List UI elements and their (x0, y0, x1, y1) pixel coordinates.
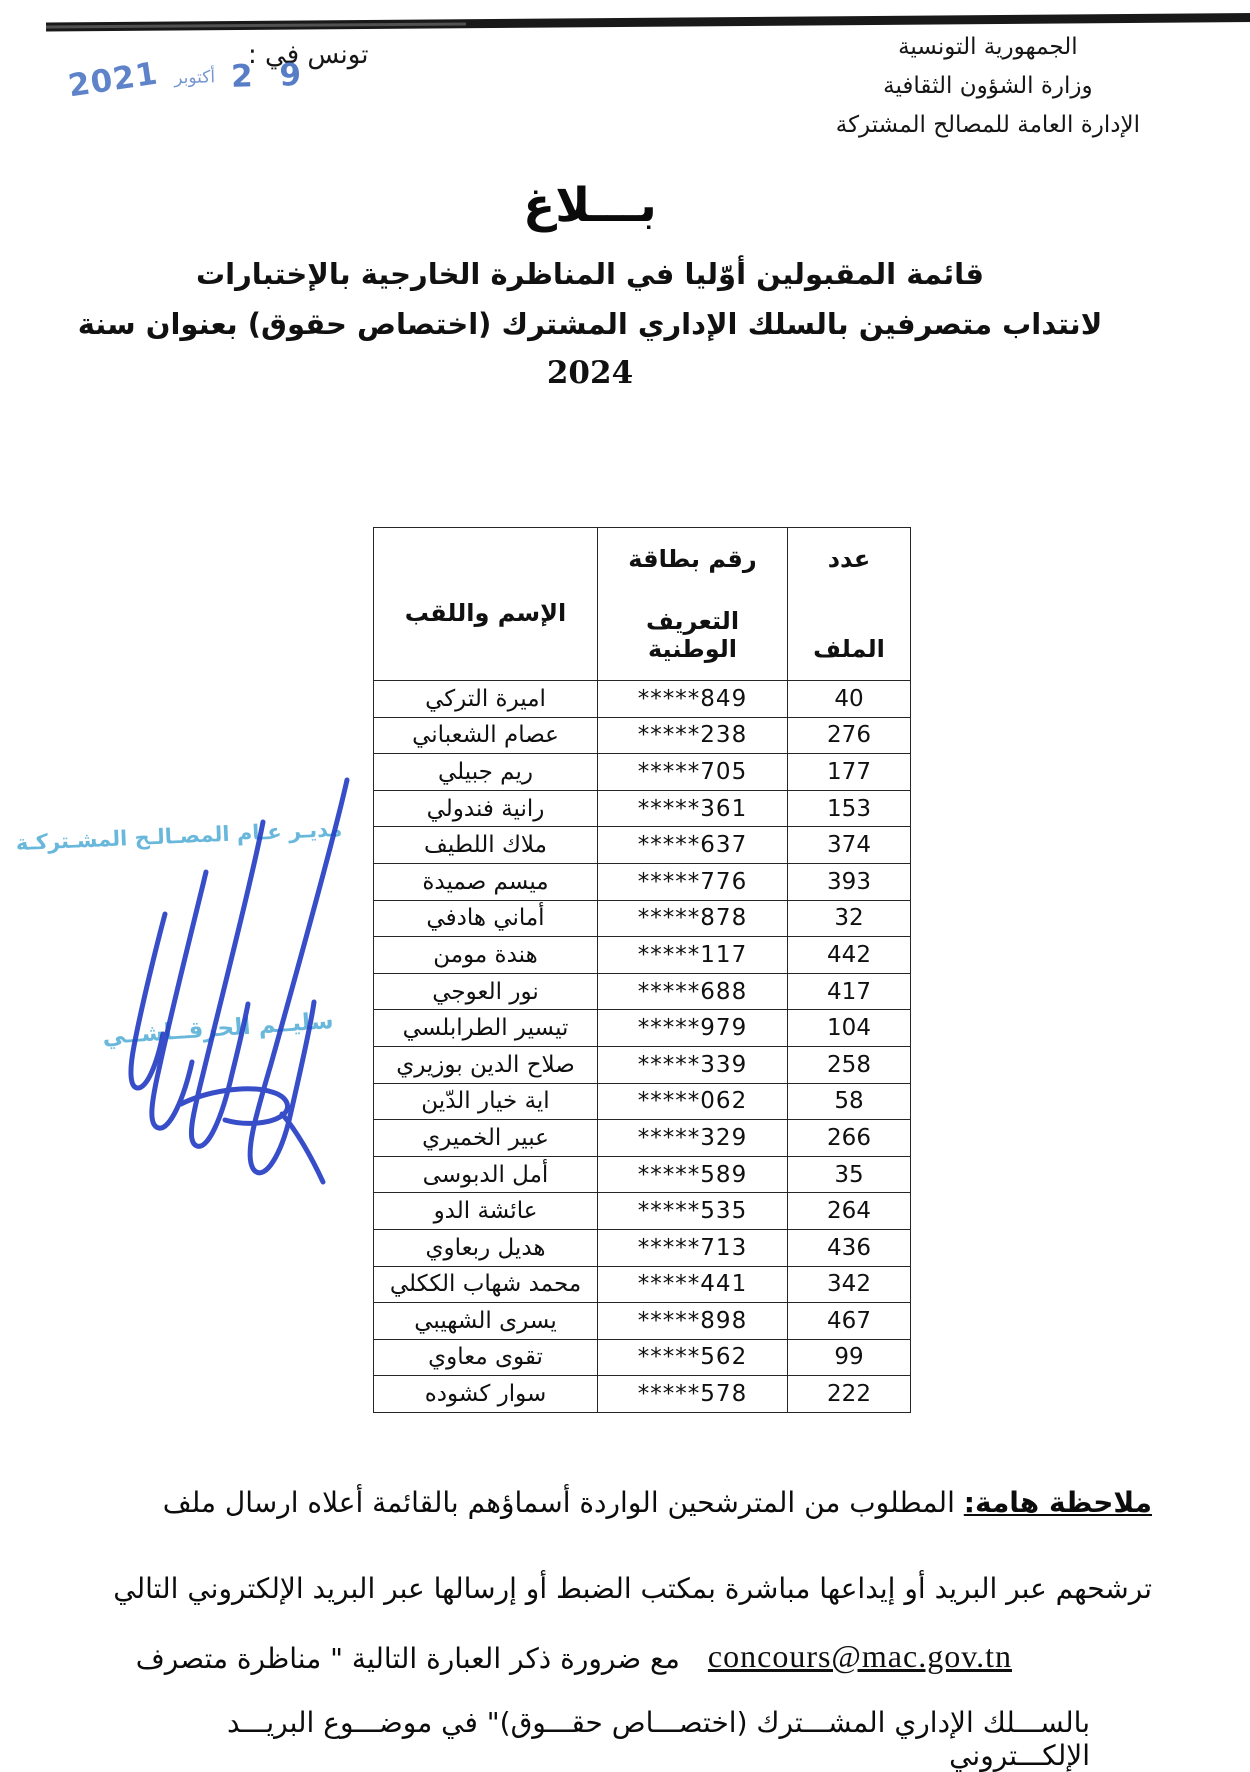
candidate-name-cell: نور العوجي (374, 973, 598, 1010)
date-stamp (65, 55, 310, 105)
subtitle-line1: قائمة المقبولين أوّليا في المناظرة الخارجية بالإختبارات (196, 257, 984, 291)
candidate-name-cell: اية خيار الدّين (374, 1083, 598, 1120)
id-number-cell: *****562 (598, 1339, 788, 1376)
file-count-header-top: عدد (827, 545, 871, 573)
id-number-cell: *****878 (598, 900, 788, 937)
id-number-cell: *****339 (598, 1046, 788, 1083)
id-number-cell: *****578 (598, 1376, 788, 1413)
place-date-label: تونس في : (248, 40, 369, 70)
file-number-cell: 374 (788, 827, 911, 864)
table-row (374, 863, 911, 900)
official-stamp-title: مديـر عـام المصـالـح المشـتركـة (15, 816, 343, 856)
id-number-cell: *****441 (598, 1266, 788, 1303)
table-row (374, 1120, 911, 1157)
id-number-cell: *****776 (598, 863, 788, 900)
candidate-name-cell: تقوى معاوي (374, 1339, 598, 1376)
file-number-cell: 467 (788, 1303, 911, 1340)
candidate-name-cell: ريم جبيلي (374, 754, 598, 791)
table-row (374, 973, 911, 1010)
contact-email: concours@mac.gov.tn (707, 1638, 1012, 1674)
file-number-cell: 442 (788, 937, 911, 974)
name-header: الإسم واللقب (374, 528, 598, 681)
ministry-line: وزارة الشؤون الثقافية (883, 73, 1093, 99)
id-number-cell: *****062 (598, 1083, 788, 1120)
table-row (374, 900, 911, 937)
table-row (374, 937, 911, 974)
candidates-tbody (374, 681, 911, 1413)
file-number-cell: 58 (788, 1083, 911, 1120)
candidate-name-cell: اميرة التركي (374, 681, 598, 718)
file-number-cell: 393 (788, 863, 911, 900)
stamp-year: 2021 (65, 55, 161, 105)
note-line-2: ترشحهم عبر البريد أو إيداعها مباشرة بمكتب الضبط أو إرسالها عبر البريد الإلكتروني التالي (113, 1572, 1152, 1605)
table-row (374, 827, 911, 864)
table-row (374, 1266, 911, 1303)
table-row (374, 1156, 911, 1193)
file-number-cell: 177 (788, 754, 911, 791)
subtitle-line2: لانتداب متصرفين بالسلك الإداري المشترك (اختصاص حقوق) بعنوان سنة (77, 307, 1103, 341)
candidates-table (373, 527, 911, 1413)
id-number-cell: *****535 (598, 1193, 788, 1230)
republic-line: الجمهورية التونسية (898, 34, 1078, 60)
table-row (374, 1010, 911, 1047)
candidate-name-cell: تيسير الطرابلسي (374, 1010, 598, 1047)
candidate-name-cell: سوار كشوده (374, 1376, 598, 1413)
file-number-cell: 258 (788, 1046, 911, 1083)
official-stamp-name: سليــم الحرقــاشــي (101, 1007, 335, 1051)
id-number-cell: *****238 (598, 717, 788, 754)
file-number-cell: 264 (788, 1193, 911, 1230)
table-row (374, 754, 911, 791)
candidate-name-cell: أماني هادفي (374, 900, 598, 937)
candidate-name-cell: هديل ربعاوي (374, 1229, 598, 1266)
file-number-cell: 104 (788, 1010, 911, 1047)
candidate-name-cell: أمل الدبوسى (374, 1156, 598, 1193)
document-title: بـــلاغ (523, 178, 657, 233)
id-number-cell: *****705 (598, 754, 788, 791)
stamp-month: أكتوبر (174, 67, 216, 89)
table-row (374, 1193, 911, 1230)
title-block (0, 178, 1180, 391)
table-row (374, 681, 911, 718)
file-number-cell: 222 (788, 1376, 911, 1413)
file-count-header-bottom: الملف (813, 635, 885, 663)
table-row (374, 1376, 911, 1413)
note-line-3-text: مع ضرورة ذكر العبارة التالية " مناظرة متصرف (135, 1642, 680, 1675)
candidate-name-cell: صلاح الدين بوزيري (374, 1046, 598, 1083)
file-count-header (788, 528, 911, 681)
table-row (374, 717, 911, 754)
id-header-bottom: التعريف الوطنية (645, 607, 740, 663)
candidate-name-cell: يسرى الشهيبي (374, 1303, 598, 1340)
candidate-name-cell: محمد شهاب الككلي (374, 1266, 598, 1303)
letterhead (836, 28, 1140, 145)
id-number-cell: *****589 (598, 1156, 788, 1193)
note-line-3 (110, 1638, 1152, 1675)
note-line-1 (120, 1486, 1152, 1519)
id-number-cell: *****329 (598, 1120, 788, 1157)
note-line-4: بالســـلك الإداري المشـــترك (اختصـــاص حقـــوق)" في موضـــوع البريـــد الإلكـــتروني (227, 1706, 1090, 1772)
candidate-name-cell: ميسم صميدة (374, 863, 598, 900)
file-number-cell: 35 (788, 1156, 911, 1193)
file-number-cell: 342 (788, 1266, 911, 1303)
note-line-1-text: المطلوب من المترشحين الواردة أسماؤهم بالقائمة أعلاه ارسال ملف (162, 1486, 964, 1519)
candidate-name-cell: رانية فندولي (374, 790, 598, 827)
file-number-cell: 266 (788, 1120, 911, 1157)
file-number-cell: 99 (788, 1339, 911, 1376)
id-number-cell: *****898 (598, 1303, 788, 1340)
file-number-cell: 153 (788, 790, 911, 827)
file-number-cell: 436 (788, 1229, 911, 1266)
id-number-cell: *****688 (598, 973, 788, 1010)
file-number-cell: 32 (788, 900, 911, 937)
file-number-cell: 417 (788, 973, 911, 1010)
table-row (374, 1229, 911, 1266)
subtitle-year: 2024 (546, 355, 634, 391)
id-header-top: رقم بطاقة (628, 545, 757, 573)
stamp-day: 2 9 (230, 56, 310, 95)
id-number-cell: *****979 (598, 1010, 788, 1047)
id-number-cell: *****361 (598, 790, 788, 827)
signature-scribble (85, 772, 385, 1202)
file-number-cell: 276 (788, 717, 911, 754)
file-number-cell: 40 (788, 681, 911, 718)
administration-line: الإدارة العامة للمصالح المشتركة (835, 112, 1140, 138)
table-row (374, 1046, 911, 1083)
id-number-cell: *****117 (598, 937, 788, 974)
candidate-name-cell: عصام الشعباني (374, 717, 598, 754)
candidate-name-cell: هندة مومن (374, 937, 598, 974)
id-number-cell: *****637 (598, 827, 788, 864)
id-number-cell: *****849 (598, 681, 788, 718)
candidate-name-cell: ملاك اللطيف (374, 827, 598, 864)
table-header-row (374, 528, 911, 681)
note-important-label: ملاحظة هامة: (963, 1486, 1152, 1519)
table-row (374, 1303, 911, 1340)
table-row (374, 790, 911, 827)
id-number-cell: *****713 (598, 1229, 788, 1266)
candidate-name-cell: عبير الخميري (374, 1120, 598, 1157)
candidate-name-cell: عائشة الدو (374, 1193, 598, 1230)
table-row (374, 1339, 911, 1376)
id-number-header (598, 528, 788, 681)
table-row (374, 1083, 911, 1120)
